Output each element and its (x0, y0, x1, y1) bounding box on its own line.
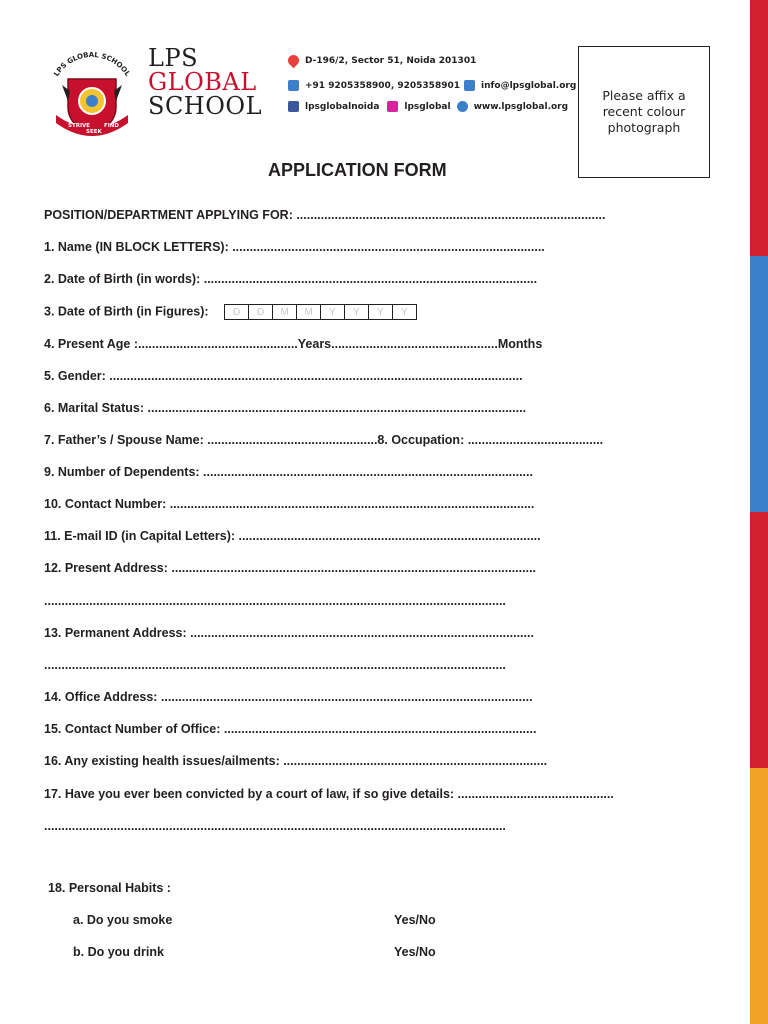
contact-social (288, 101, 568, 112)
dob-box-y4[interactable]: Y (401, 306, 408, 318)
field-email[interactable]: 11. E-mail ID (in Capital Letters): ....................................................................................... (44, 529, 541, 543)
brand-line-school: SCHOOL (148, 92, 263, 120)
field-permanent-address-cont[interactable]: ..................................................................................................................................... (44, 658, 506, 672)
field-father-spouse[interactable]: 7. Father’s / Spouse Name: .................................................8. Occupation: ....................................... (44, 433, 604, 447)
field-marital-status[interactable]: 6. Marital Status: ............................................................................................................. (44, 401, 527, 415)
website-text: www.lpsglobal.org (473, 101, 569, 112)
facebook-icon (288, 101, 299, 112)
mail-icon (464, 80, 475, 91)
side-bar-blue (750, 256, 768, 512)
field-health[interactable]: 16. Any existing health issues/ailments: ............................................................................ (44, 754, 548, 768)
field-office-contact[interactable]: 15. Contact Number of Office: .......................................................................................... (44, 722, 537, 736)
field-name[interactable]: 1. Name (IN BLOCK LETTERS): .......................................................................................... (44, 240, 545, 254)
field-dob-figures (44, 304, 698, 320)
dob-box-m1[interactable]: M (273, 305, 297, 319)
side-bar-orange (750, 768, 768, 1024)
instagram-icon (387, 101, 398, 112)
location-pin-icon (286, 53, 302, 69)
field-permanent-address[interactable]: 13. Permanent Address: ................................................................................................... (44, 626, 534, 640)
instagram-text: lpsglobal (404, 101, 451, 112)
drink-label: b. Do you drink (73, 945, 164, 959)
dob-box-y2[interactable]: Y (345, 305, 369, 319)
dob-box-y3[interactable]: Y (369, 305, 393, 319)
smoke-options[interactable]: Yes/No (394, 913, 436, 927)
field-age[interactable]: 4. Present Age :..............................................Years................................................Months (44, 337, 543, 351)
phone-text: +91 9205358900, 9205358901 (305, 80, 460, 91)
school-name (148, 46, 262, 118)
dob-box-y1[interactable]: Y (321, 305, 345, 319)
personal-habits-label: 18. Personal Habits : (48, 881, 171, 895)
email-text: info@lpsglobal.org (481, 80, 577, 91)
field-dob-words[interactable]: 2. Date of Birth (in words): ................................................................................................ (44, 272, 538, 286)
address-text: D-196/2, Sector 51, Noida 201301 (305, 55, 477, 66)
motto-find: FIND (104, 123, 119, 129)
dob-figures-label: 3. Date of Birth (in Figures): (44, 304, 209, 319)
field-convicted[interactable]: 17. Have you ever been convicted by a court of law, if so give details: ............................................. (44, 787, 614, 801)
drink-options[interactable]: Yes/No (394, 945, 436, 959)
field-contact-number[interactable]: 10. Contact Number: ......................................................................................................... (44, 497, 535, 511)
field-convicted-cont[interactable]: ..................................................................................................................................... (44, 819, 506, 833)
contact-address (288, 55, 476, 66)
globe-icon (457, 101, 468, 112)
dob-box-m2[interactable]: M (297, 305, 321, 319)
field-present-address[interactable]: 12. Present Address: ......................................................................................................... (44, 561, 537, 575)
facebook-text: lpsglobalnoida (305, 101, 380, 112)
field-gender[interactable]: 5. Gender: ....................................................................................................................... (44, 369, 523, 383)
field-dependents[interactable]: 9. Number of Dependents: ............................................................................................... (44, 465, 533, 479)
contact-phone-email (288, 80, 576, 91)
brand-line-lps: LPS (148, 44, 199, 72)
field-present-address-cont[interactable]: ..................................................................................................................................... (44, 594, 506, 608)
side-bar-red-top (750, 0, 768, 256)
dob-box-d1[interactable]: D (225, 305, 249, 319)
motto-strive: STRIVE (68, 123, 91, 129)
dob-boxes[interactable] (224, 304, 417, 320)
field-office-address[interactable]: 14. Office Address: ........................................................................................................... (44, 690, 533, 704)
brand-line-global: GLOBAL (148, 68, 257, 96)
smoke-label: a. Do you smoke (73, 913, 173, 927)
motto-seek: SEEK (86, 129, 102, 135)
dob-box-d2[interactable]: D (249, 305, 273, 319)
side-bar-red-bottom (750, 512, 768, 768)
photo-note: Please affix a recent colour photograph (602, 87, 686, 136)
field-position[interactable]: POSITION/DEPARTMENT APPLYING FOR: ......................................................................................... (44, 208, 606, 222)
photo-box (578, 46, 710, 178)
logo-seal-text: LPS GLOBAL SCHOOL (52, 50, 132, 78)
phone-icon (288, 80, 299, 91)
svg-text:LPS GLOBAL SCHOOL (52, 51, 131, 78)
school-logo (38, 45, 146, 145)
form-title: APPLICATION FORM (268, 160, 447, 180)
